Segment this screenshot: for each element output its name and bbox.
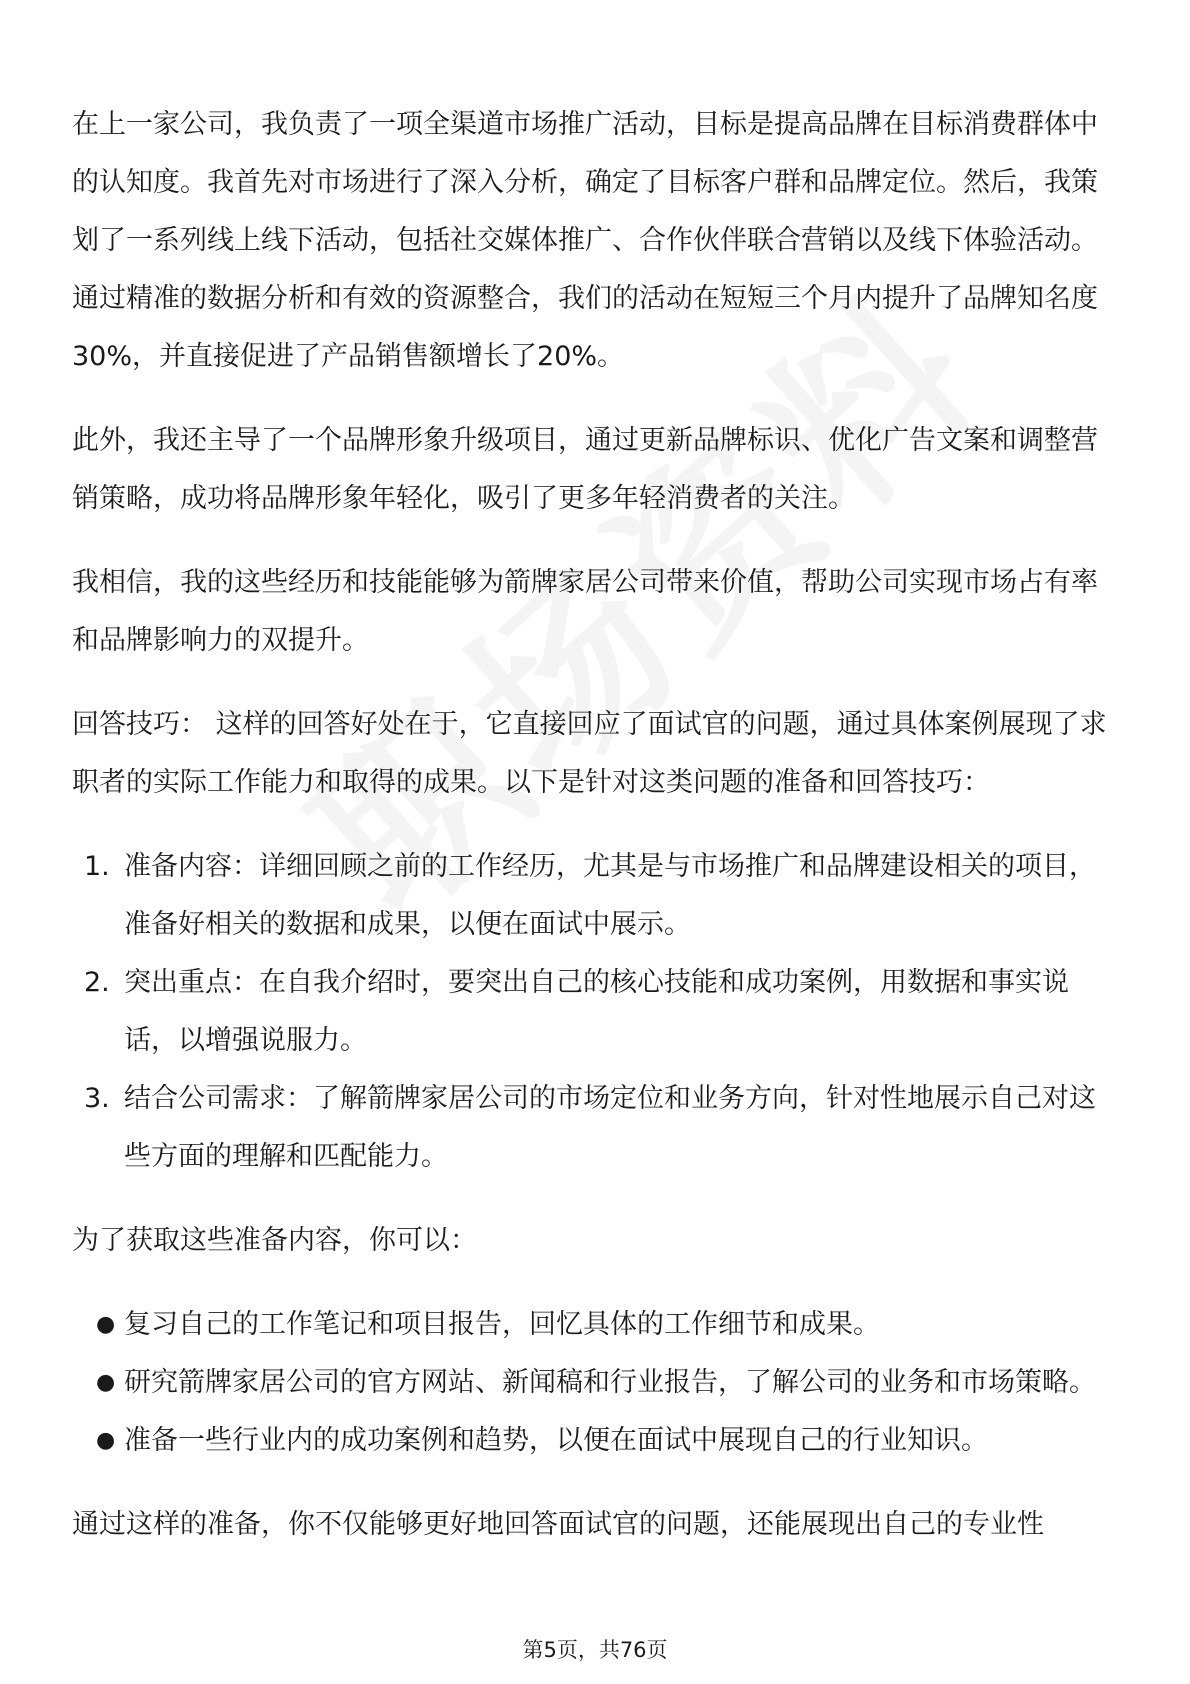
list-item [72,1354,1122,1412]
paragraph-answer-tips: 回答技巧： 这样的回答好处在于，它直接回应了面试官的问题，通过具体案例展现了求职者的实际工作能力和取得的成果。以下是针对这类问题的准备和回答技巧： [72,709,1107,798]
list-number: 3. [84,1083,110,1114]
paragraph-experience: 在上一家公司，我负责了一项全渠道市场推广活动，目标是提高品牌在目标消费群体中的认知度。我首先对市场进行了深入分析，确定了目标客户群和品牌定位。然后，我策划了一系列线上线下活动，包括社交媒体推广、合作伙伴联合营销以及线下体验活动。通过精准的数据分析和有效的资源整合，我们的活动在短短三个月内提升了品牌知名度30%，并直接促进了产品销售额增长了20%。 [72,109,1098,372]
list-item [72,1070,1122,1186]
list-item-text: 突出重点：在自我介绍时，要突出自己的核心技能和成功案例，用数据和事实说话，以增强说服力。 [124,967,1069,1056]
list-item-text: 准备内容：详细回顾之前的工作经历，尤其是与市场推广和品牌建设相关的项目，准备好相关的数据和成果，以便在面试中展示。 [124,851,1096,940]
paragraph-prep-intro: 为了获取这些准备内容，你可以： [72,1225,477,1256]
list-item-text: 复习自己的工作笔记和项目报告，回忆具体的工作细节和成果。 [124,1309,880,1340]
document-body [72,96,1122,1580]
prep-bullet-list [72,1296,1122,1470]
list-item [72,1296,1122,1354]
bullet-icon: ● [96,1312,116,1337]
bullet-icon: ● [96,1370,116,1395]
paragraph-value: 我相信，我的这些经历和技能能够为箭牌家居公司带来价值，帮助公司实现市场占有率和品牌影响力的双提升。 [72,567,1098,656]
list-number: 1. [84,851,110,882]
page-number-footer: 第5页，共76页 [522,1638,668,1662]
paragraph-brand-upgrade: 此外，我还主导了一个品牌形象升级项目，通过更新品牌标识、优化广告文案和调整营销策略，成功将品牌形象年轻化，吸引了更多年轻消费者的关注。 [72,425,1098,514]
paragraph-closing: 通过这样的准备，你不仅能够更好地回答面试官的问题，还能展现出自己的专业性 [72,1509,1044,1540]
list-item-text: 结合公司需求：了解箭牌家居公司的市场定位和业务方向，针对性地展示自己对这些方面的理解和匹配能力。 [124,1083,1096,1172]
bullet-icon: ● [96,1428,116,1453]
list-item [72,954,1122,1070]
list-item [72,838,1122,954]
list-number: 2. [84,967,110,998]
list-item-text: 研究箭牌家居公司的官方网站、新闻稿和行业报告，了解公司的业务和市场策略。 [124,1367,1096,1398]
tips-ordered-list [72,838,1122,1186]
list-item [72,1412,1122,1470]
list-item-text: 准备一些行业内的成功案例和趋势，以便在面试中展现自己的行业知识。 [124,1425,988,1456]
